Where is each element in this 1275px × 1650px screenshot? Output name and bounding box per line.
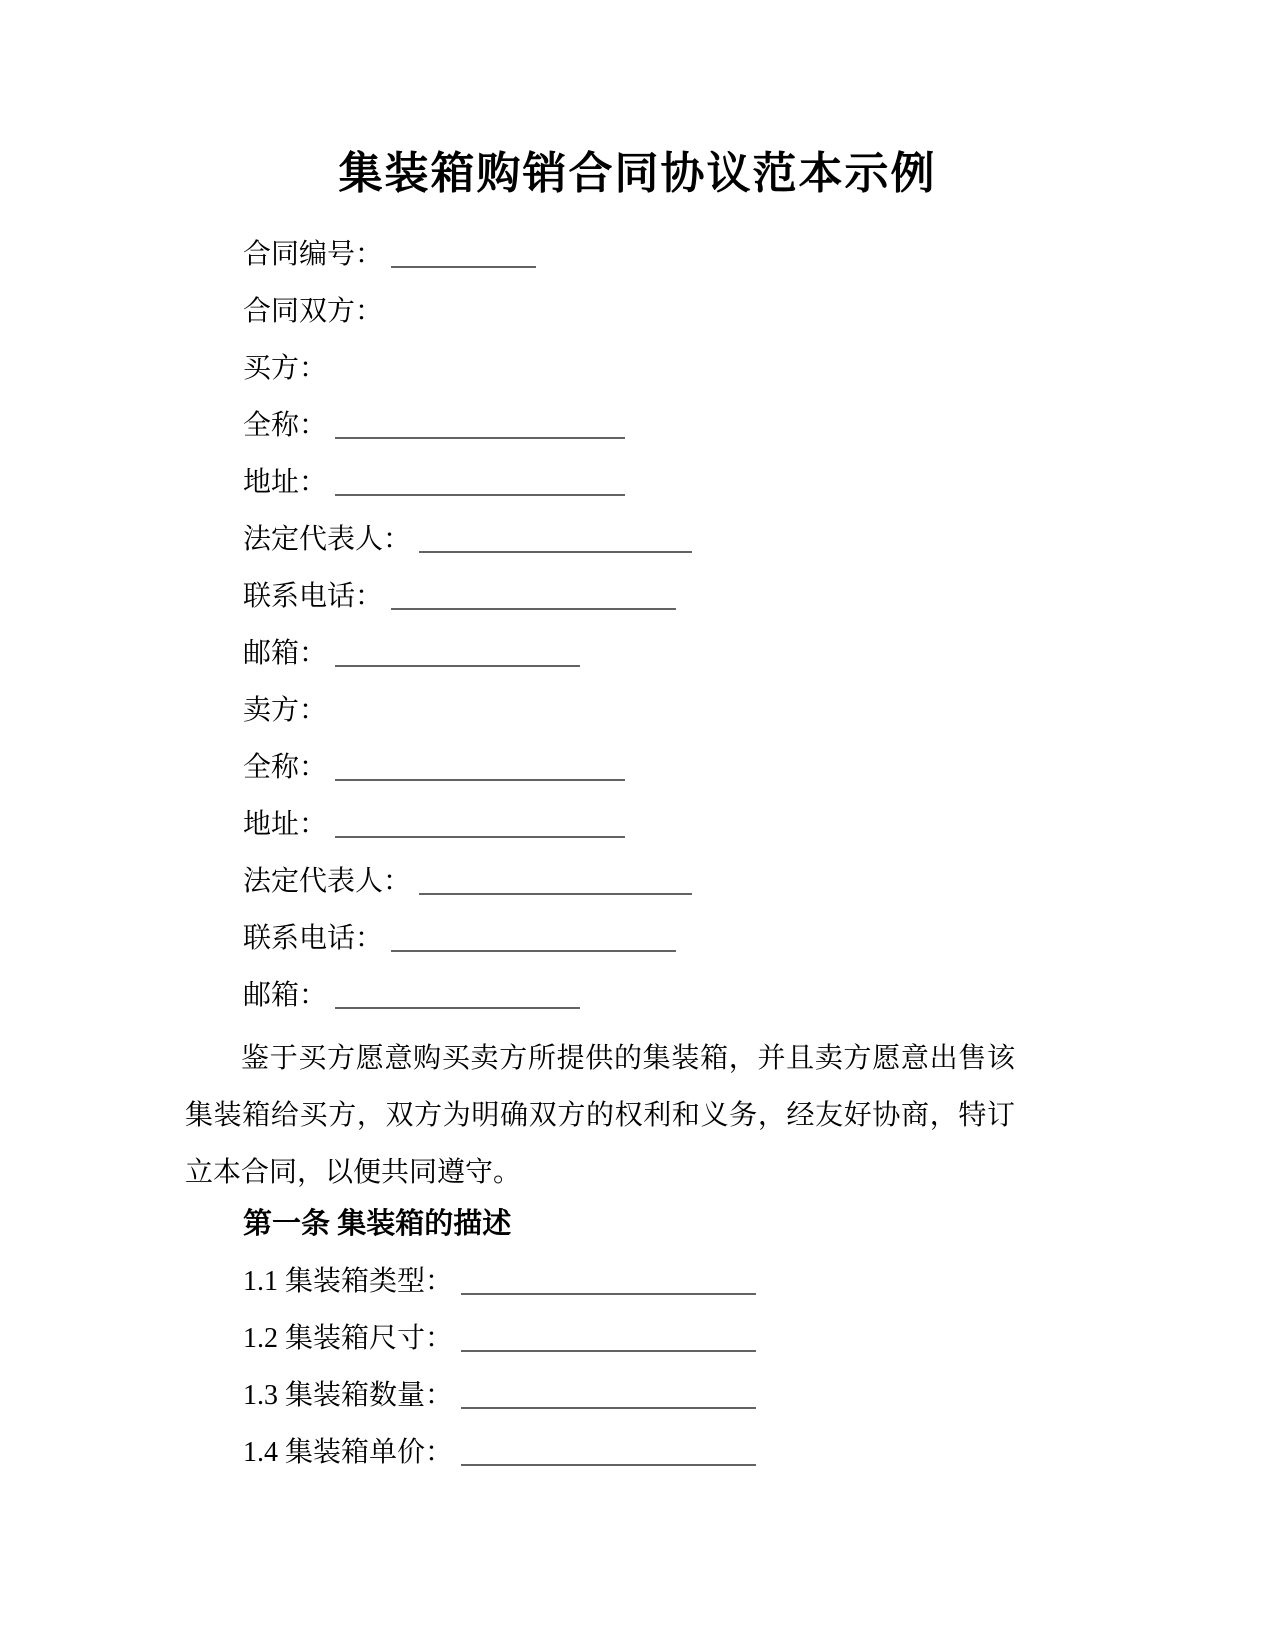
item-label: 1.1 集装箱类型： [243,1266,454,1297]
field-label: 邮箱： [243,980,328,1011]
blank-line [391,924,676,952]
item-label: 1.3 集装箱数量： [243,1380,454,1411]
document-title: 集装箱购销合同协议范本示例 [338,149,937,198]
blank-line [335,753,625,781]
field-buyer-address [243,454,1015,511]
field-label: 全称： [243,752,328,783]
field-seller-legal-representative [243,853,1015,910]
field-label: 邮箱： [243,638,328,669]
item-container-type [243,1253,1015,1310]
blank-line [419,867,692,895]
contract-header-fields [243,226,1015,1024]
blank-line [335,468,625,496]
field-label: 买方： [243,353,328,384]
field-label: 全称： [243,410,328,441]
field-label: 法定代表人： [243,866,412,897]
blank-line [391,240,536,268]
field-seller-address [243,796,1015,853]
field-label: 合同双方： [243,296,384,327]
item-container-quantity [243,1367,1015,1424]
blank-line [461,1381,756,1409]
field-contract-parties [243,283,1015,340]
field-label: 联系电话： [243,581,384,612]
field-buyer-phone [243,568,1015,625]
preamble-paragraph: 鉴于买方愿意购买卖方所提供的集装箱，并且卖方愿意出售该集装箱给买方，双方为明确双方的权利和义务，经友好协商，特订立本合同，以便共同遵守。 [185,1043,1015,1188]
field-buyer-fullname [243,397,1015,454]
blank-line [391,582,676,610]
item-label: 1.4 集装箱单价： [243,1437,454,1468]
field-buyer-email [243,625,1015,682]
blank-line [461,1267,756,1295]
section-1-heading: 第一条 集装箱的描述 [243,1208,512,1240]
field-buyer-legal-representative [243,511,1015,568]
blank-line [461,1438,756,1466]
field-label: 地址： [243,467,328,498]
field-label: 法定代表人： [243,524,412,555]
item-container-unit-price [243,1424,1015,1481]
field-seller-email [243,967,1015,1024]
blank-line [335,411,625,439]
field-label: 合同编号： [243,239,384,270]
field-label: 联系电话： [243,923,384,954]
field-contract-number [243,226,1015,283]
field-seller [243,682,1015,739]
field-label: 卖方： [243,695,328,726]
document-body [185,226,1015,1481]
field-seller-phone [243,910,1015,967]
field-label: 地址： [243,809,328,840]
field-buyer [243,340,1015,397]
blank-line [335,981,580,1009]
blank-line [335,810,625,838]
item-container-size [243,1310,1015,1367]
blank-line [461,1324,756,1352]
section-1-items [243,1253,1015,1481]
blank-line [419,525,692,553]
field-seller-fullname [243,739,1015,796]
blank-line [335,639,580,667]
item-label: 1.2 集装箱尺寸： [243,1323,454,1354]
